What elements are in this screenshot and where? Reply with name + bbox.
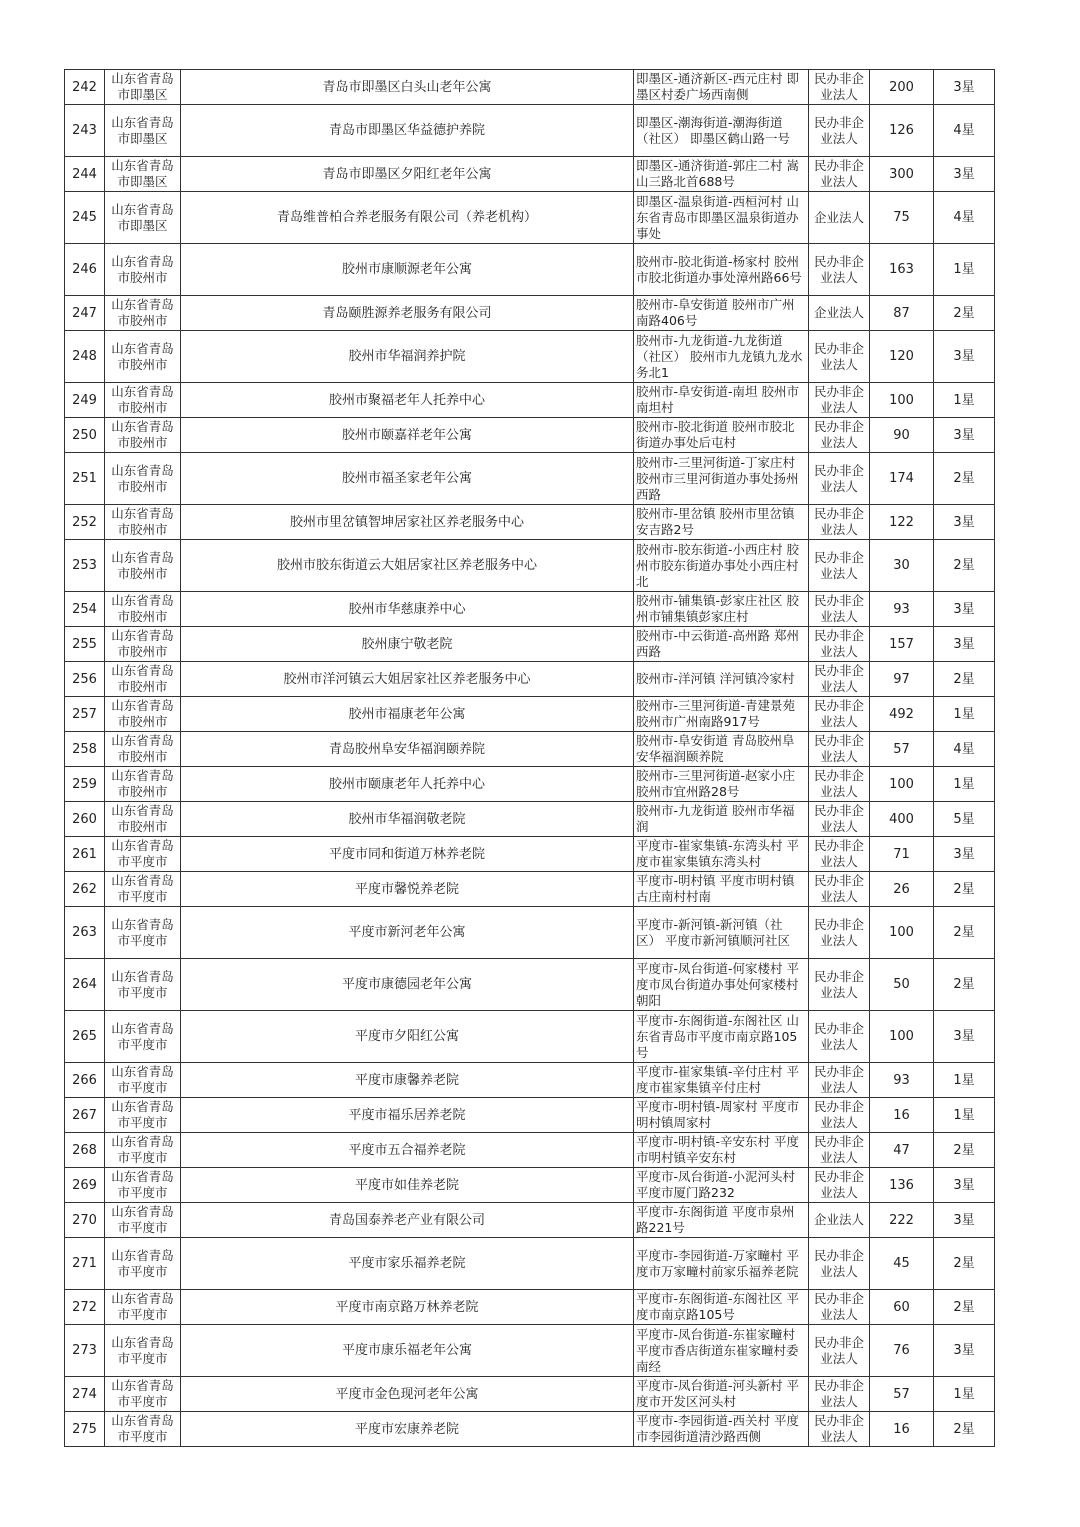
region-cell: 山东省青岛市平度市 — [105, 959, 181, 1011]
capacity-cell: 93 — [870, 592, 934, 627]
legal-type-cell: 民办非企业法人 — [809, 1011, 870, 1063]
rating-cell: 2星 — [934, 907, 995, 959]
table-row — [65, 837, 995, 872]
rating-cell: 3星 — [934, 1325, 995, 1377]
table-row — [65, 383, 995, 418]
row-number: 266 — [65, 1063, 105, 1098]
region-cell: 山东省青岛市平度市 — [105, 1203, 181, 1238]
address-cell: 胶州市-胶东街道-小西庄村 胶州市胶东街道办事处小西庄村北 — [634, 540, 809, 592]
row-number: 262 — [65, 872, 105, 907]
address-cell: 平度市-东阁街道-东阁社区 平度市南京路105号 — [634, 1290, 809, 1325]
row-number: 254 — [65, 592, 105, 627]
row-number: 272 — [65, 1290, 105, 1325]
legal-type-cell: 民办非企业法人 — [809, 105, 870, 157]
facility-name: 平度市宏康养老院 — [181, 1412, 634, 1447]
facility-name: 胶州市洋河镇云大姐居家社区养老服务中心 — [181, 662, 634, 697]
row-number: 242 — [65, 70, 105, 105]
capacity-cell: 47 — [870, 1133, 934, 1168]
legal-type-cell: 民办非企业法人 — [809, 959, 870, 1011]
capacity-cell: 100 — [870, 767, 934, 802]
legal-type-cell: 民办非企业法人 — [809, 453, 870, 505]
rating-cell: 4星 — [934, 732, 995, 767]
region-cell: 山东省青岛市平度市 — [105, 872, 181, 907]
table-row — [65, 959, 995, 1011]
row-number: 263 — [65, 907, 105, 959]
region-cell: 山东省青岛市胶州市 — [105, 592, 181, 627]
address-cell: 平度市-凤台街道-小泥河头村 平度市厦门路232 — [634, 1168, 809, 1203]
facility-name: 胶州市华福润养护院 — [181, 331, 634, 383]
address-cell: 胶州市-胶北街道 胶州市胶北街道办事处后屯村 — [634, 418, 809, 453]
capacity-cell: 30 — [870, 540, 934, 592]
capacity-cell: 122 — [870, 505, 934, 540]
region-cell: 山东省青岛市平度市 — [105, 1063, 181, 1098]
address-cell: 平度市-崔家集镇-辛付庄村 平度市崔家集镇辛付庄村 — [634, 1063, 809, 1098]
legal-type-cell: 民办非企业法人 — [809, 1238, 870, 1290]
facility-name: 平度市康馨养老院 — [181, 1063, 634, 1098]
facility-name: 平度市同和街道万林养老院 — [181, 837, 634, 872]
facility-name: 平度市康乐福老年公寓 — [181, 1325, 634, 1377]
region-cell: 山东省青岛市胶州市 — [105, 383, 181, 418]
facility-name: 胶州市福康老年公寓 — [181, 697, 634, 732]
region-cell: 山东省青岛市胶州市 — [105, 802, 181, 837]
table-row — [65, 767, 995, 802]
row-number: 270 — [65, 1203, 105, 1238]
region-cell: 山东省青岛市平度市 — [105, 837, 181, 872]
legal-type-cell: 民办非企业法人 — [809, 662, 870, 697]
facility-name: 平度市五合福养老院 — [181, 1133, 634, 1168]
facility-name: 青岛市即墨区华益德护养院 — [181, 105, 634, 157]
table-row — [65, 331, 995, 383]
rating-cell: 2星 — [934, 1238, 995, 1290]
rating-cell: 3星 — [934, 157, 995, 192]
region-cell: 山东省青岛市平度市 — [105, 907, 181, 959]
row-number: 260 — [65, 802, 105, 837]
capacity-cell: 300 — [870, 157, 934, 192]
capacity-cell: 26 — [870, 872, 934, 907]
capacity-cell: 90 — [870, 418, 934, 453]
facility-name: 平度市康德园老年公寓 — [181, 959, 634, 1011]
address-cell: 平度市-凤台街道-东崔家疃村 平度市香店街道东崔家疃村委南经 — [634, 1325, 809, 1377]
region-cell: 山东省青岛市胶州市 — [105, 767, 181, 802]
table-row — [65, 157, 995, 192]
capacity-cell: 174 — [870, 453, 934, 505]
row-number: 257 — [65, 697, 105, 732]
address-cell: 平度市-李园街道-万家疃村 平度市万家疃村前家乐福养老院 — [634, 1238, 809, 1290]
legal-type-cell: 民办非企业法人 — [809, 592, 870, 627]
legal-type-cell: 民办非企业法人 — [809, 70, 870, 105]
rating-cell: 2星 — [934, 1412, 995, 1447]
table-row — [65, 296, 995, 331]
facility-name: 胶州康宁敬老院 — [181, 627, 634, 662]
facility-name: 胶州市康顺源老年公寓 — [181, 244, 634, 296]
capacity-cell: 71 — [870, 837, 934, 872]
row-number: 259 — [65, 767, 105, 802]
rating-cell: 4星 — [934, 192, 995, 244]
address-cell: 胶州市-里岔镇 胶州市里岔镇安吉路2号 — [634, 505, 809, 540]
rating-cell: 3星 — [934, 1168, 995, 1203]
row-number: 243 — [65, 105, 105, 157]
address-cell: 胶州市-铺集镇-彭家庄社区 胶州市铺集镇彭家庄村 — [634, 592, 809, 627]
facility-name: 胶州市颐嘉祥老年公寓 — [181, 418, 634, 453]
region-cell: 山东省青岛市即墨区 — [105, 70, 181, 105]
row-number: 264 — [65, 959, 105, 1011]
table-row — [65, 244, 995, 296]
region-cell: 山东省青岛市胶州市 — [105, 418, 181, 453]
capacity-cell: 400 — [870, 802, 934, 837]
capacity-cell: 100 — [870, 383, 934, 418]
row-number: 251 — [65, 453, 105, 505]
rating-cell: 3星 — [934, 1011, 995, 1063]
capacity-cell: 75 — [870, 192, 934, 244]
rating-cell: 2星 — [934, 872, 995, 907]
address-cell: 平度市-李园街道-西关村 平度市李园街道清沙路西侧 — [634, 1412, 809, 1447]
facility-name: 平度市南京路万林养老院 — [181, 1290, 634, 1325]
region-cell: 山东省青岛市胶州市 — [105, 732, 181, 767]
address-cell: 胶州市-阜安街道 青岛胶州阜安华福润颐养院 — [634, 732, 809, 767]
table-row — [65, 418, 995, 453]
address-cell: 平度市-东阁街道-东阁社区 山东省青岛市平度市南京路105号 — [634, 1011, 809, 1063]
region-cell: 山东省青岛市胶州市 — [105, 505, 181, 540]
rating-cell: 4星 — [934, 105, 995, 157]
legal-type-cell: 民办非企业法人 — [809, 1377, 870, 1412]
facility-name: 平度市夕阳红公寓 — [181, 1011, 634, 1063]
table-row — [65, 1203, 995, 1238]
row-number: 246 — [65, 244, 105, 296]
capacity-cell: 93 — [870, 1063, 934, 1098]
region-cell: 山东省青岛市平度市 — [105, 1290, 181, 1325]
row-number: 253 — [65, 540, 105, 592]
capacity-cell: 57 — [870, 1377, 934, 1412]
capacity-cell: 163 — [870, 244, 934, 296]
rating-cell: 1星 — [934, 767, 995, 802]
rating-cell: 3星 — [934, 592, 995, 627]
table-row — [65, 70, 995, 105]
facility-name: 胶州市华福润敬老院 — [181, 802, 634, 837]
row-number: 261 — [65, 837, 105, 872]
table-row — [65, 505, 995, 540]
facility-name: 平度市新河老年公寓 — [181, 907, 634, 959]
legal-type-cell: 民办非企业法人 — [809, 1412, 870, 1447]
rating-cell: 2星 — [934, 540, 995, 592]
row-number: 275 — [65, 1412, 105, 1447]
capacity-cell: 136 — [870, 1168, 934, 1203]
table-row — [65, 192, 995, 244]
capacity-cell: 50 — [870, 959, 934, 1011]
capacity-cell: 120 — [870, 331, 934, 383]
address-cell: 即墨区-通济新区-西元庄村 即墨区村委广场西南侧 — [634, 70, 809, 105]
row-number: 244 — [65, 157, 105, 192]
rating-cell: 3星 — [934, 418, 995, 453]
legal-type-cell: 民办非企业法人 — [809, 907, 870, 959]
address-cell: 平度市-明村镇 平度市明村镇古庄南村村南 — [634, 872, 809, 907]
table-row — [65, 907, 995, 959]
rating-cell: 3星 — [934, 331, 995, 383]
row-number: 273 — [65, 1325, 105, 1377]
region-cell: 山东省青岛市平度市 — [105, 1133, 181, 1168]
table-row — [65, 105, 995, 157]
rating-cell: 3星 — [934, 70, 995, 105]
table-row — [65, 662, 995, 697]
table-row — [65, 1290, 995, 1325]
table-row — [65, 872, 995, 907]
address-cell: 胶州市-洋河镇 洋河镇冷家村 — [634, 662, 809, 697]
region-cell: 山东省青岛市胶州市 — [105, 697, 181, 732]
table-row — [65, 697, 995, 732]
region-cell: 山东省青岛市平度市 — [105, 1098, 181, 1133]
rating-cell: 2星 — [934, 453, 995, 505]
address-cell: 即墨区-温泉街道-西桓河村 山东省青岛市即墨区温泉街道办事处 — [634, 192, 809, 244]
facility-name: 胶州市颐康老年人托养中心 — [181, 767, 634, 802]
table-row — [65, 453, 995, 505]
row-number: 249 — [65, 383, 105, 418]
row-number: 256 — [65, 662, 105, 697]
address-cell: 平度市-崔家集镇-东湾头村 平度市崔家集镇东湾头村 — [634, 837, 809, 872]
rating-cell: 3星 — [934, 505, 995, 540]
facility-name: 青岛颐胜源养老服务有限公司 — [181, 296, 634, 331]
rating-cell: 3星 — [934, 837, 995, 872]
address-cell: 平度市-明村镇-辛安东村 平度市明村镇辛安东村 — [634, 1133, 809, 1168]
legal-type-cell: 民办非企业法人 — [809, 1098, 870, 1133]
region-cell: 山东省青岛市平度市 — [105, 1011, 181, 1063]
capacity-cell: 87 — [870, 296, 934, 331]
facility-name: 青岛市即墨区夕阳红老年公寓 — [181, 157, 634, 192]
facility-name: 平度市福乐居养老院 — [181, 1098, 634, 1133]
legal-type-cell: 民办非企业法人 — [809, 767, 870, 802]
capacity-cell: 100 — [870, 907, 934, 959]
legal-type-cell: 民办非企业法人 — [809, 331, 870, 383]
legal-type-cell: 民办非企业法人 — [809, 1133, 870, 1168]
row-number: 269 — [65, 1168, 105, 1203]
capacity-cell: 222 — [870, 1203, 934, 1238]
address-cell: 即墨区-通济街道-郭庄二村 嵩山三路北首688号 — [634, 157, 809, 192]
rating-cell: 2星 — [934, 296, 995, 331]
capacity-cell: 76 — [870, 1325, 934, 1377]
legal-type-cell: 民办非企业法人 — [809, 802, 870, 837]
address-cell: 平度市-凤台街道-河头新村 平度市开发区河头村 — [634, 1377, 809, 1412]
region-cell: 山东省青岛市即墨区 — [105, 192, 181, 244]
facility-name: 平度市如佳养老院 — [181, 1168, 634, 1203]
rating-cell: 3星 — [934, 627, 995, 662]
capacity-cell: 157 — [870, 627, 934, 662]
region-cell: 山东省青岛市胶州市 — [105, 296, 181, 331]
table-row — [65, 1238, 995, 1290]
table-row — [65, 592, 995, 627]
legal-type-cell: 民办非企业法人 — [809, 697, 870, 732]
table-row — [65, 1063, 995, 1098]
capacity-cell: 126 — [870, 105, 934, 157]
table-row — [65, 1412, 995, 1447]
region-cell: 山东省青岛市胶州市 — [105, 540, 181, 592]
facility-name: 胶州市福圣家老年公寓 — [181, 453, 634, 505]
address-cell: 胶州市-阜安街道-南坦 胶州市南坦村 — [634, 383, 809, 418]
table-row — [65, 1377, 995, 1412]
row-number: 274 — [65, 1377, 105, 1412]
address-cell: 胶州市-三里河街道-青建景苑 胶州市广州南路917号 — [634, 697, 809, 732]
region-cell: 山东省青岛市胶州市 — [105, 331, 181, 383]
capacity-cell: 97 — [870, 662, 934, 697]
facility-name: 青岛胶州阜安华福润颐养院 — [181, 732, 634, 767]
row-number: 268 — [65, 1133, 105, 1168]
rating-cell: 1星 — [934, 697, 995, 732]
address-cell: 胶州市-中云街道-高州路 郑州西路 — [634, 627, 809, 662]
table-row — [65, 1133, 995, 1168]
region-cell: 山东省青岛市胶州市 — [105, 453, 181, 505]
rating-cell: 1星 — [934, 1377, 995, 1412]
capacity-cell: 16 — [870, 1412, 934, 1447]
region-cell: 山东省青岛市即墨区 — [105, 157, 181, 192]
address-cell: 平度市-明村镇-周家村 平度市明村镇周家村 — [634, 1098, 809, 1133]
rating-cell: 1星 — [934, 1063, 995, 1098]
address-cell: 胶州市-九龙街道-九龙街道（社区） 胶州市九龙镇九龙水务北1 — [634, 331, 809, 383]
facility-name: 青岛维普柏合养老服务有限公司（养老机构） — [181, 192, 634, 244]
legal-type-cell: 民办非企业法人 — [809, 540, 870, 592]
facility-name: 胶州市聚福老年人托养中心 — [181, 383, 634, 418]
capacity-cell: 16 — [870, 1098, 934, 1133]
legal-type-cell: 民办非企业法人 — [809, 627, 870, 662]
address-cell: 胶州市-三里河街道-丁家庄村 胶州市三里河街道办事处扬州西路 — [634, 453, 809, 505]
facility-name: 青岛市即墨区白头山老年公寓 — [181, 70, 634, 105]
row-number: 267 — [65, 1098, 105, 1133]
capacity-cell: 57 — [870, 732, 934, 767]
region-cell: 山东省青岛市平度市 — [105, 1325, 181, 1377]
legal-type-cell: 民办非企业法人 — [809, 872, 870, 907]
region-cell: 山东省青岛市胶州市 — [105, 627, 181, 662]
legal-type-cell: 民办非企业法人 — [809, 1063, 870, 1098]
legal-type-cell: 民办非企业法人 — [809, 732, 870, 767]
rating-cell: 1星 — [934, 383, 995, 418]
address-cell: 平度市-新河镇-新河镇（社区） 平度市新河镇顺河社区 — [634, 907, 809, 959]
table-row — [65, 540, 995, 592]
capacity-cell: 492 — [870, 697, 934, 732]
capacity-cell: 100 — [870, 1011, 934, 1063]
legal-type-cell: 民办非企业法人 — [809, 837, 870, 872]
address-cell: 胶州市-阜安街道 胶州市广州南路406号 — [634, 296, 809, 331]
capacity-cell: 200 — [870, 70, 934, 105]
region-cell: 山东省青岛市胶州市 — [105, 244, 181, 296]
address-cell: 胶州市-胶北街道-杨家村 胶州市胶北街道办事处漳州路66号 — [634, 244, 809, 296]
address-cell: 平度市-东阁街道 平度市泉州路221号 — [634, 1203, 809, 1238]
rating-cell: 5星 — [934, 802, 995, 837]
address-cell: 胶州市-九龙街道 胶州市华福润 — [634, 802, 809, 837]
rating-cell: 1星 — [934, 1098, 995, 1133]
legal-type-cell: 民办非企业法人 — [809, 1325, 870, 1377]
legal-type-cell: 民办非企业法人 — [809, 244, 870, 296]
address-cell: 胶州市-三里河街道-赵家小庄 胶州市宜州路28号 — [634, 767, 809, 802]
rating-cell: 1星 — [934, 244, 995, 296]
region-cell: 山东省青岛市即墨区 — [105, 105, 181, 157]
region-cell: 山东省青岛市胶州市 — [105, 662, 181, 697]
facility-name: 胶州市胶东街道云大姐居家社区养老服务中心 — [181, 540, 634, 592]
table-row — [65, 1011, 995, 1063]
facility-name: 平度市家乐福养老院 — [181, 1238, 634, 1290]
legal-type-cell: 企业法人 — [809, 192, 870, 244]
legal-type-cell: 民办非企业法人 — [809, 1290, 870, 1325]
capacity-cell: 45 — [870, 1238, 934, 1290]
row-number: 247 — [65, 296, 105, 331]
legal-type-cell: 民办非企业法人 — [809, 383, 870, 418]
table-row — [65, 1325, 995, 1377]
facility-name: 平度市馨悦养老院 — [181, 872, 634, 907]
row-number: 258 — [65, 732, 105, 767]
region-cell: 山东省青岛市平度市 — [105, 1168, 181, 1203]
row-number: 265 — [65, 1011, 105, 1063]
legal-type-cell: 民办非企业法人 — [809, 418, 870, 453]
rating-cell: 3星 — [934, 1203, 995, 1238]
facility-table — [64, 69, 995, 1447]
legal-type-cell: 民办非企业法人 — [809, 505, 870, 540]
legal-type-cell: 民办非企业法人 — [809, 157, 870, 192]
facility-name: 胶州市华慈康养中心 — [181, 592, 634, 627]
legal-type-cell: 民办非企业法人 — [809, 1168, 870, 1203]
rating-cell: 2星 — [934, 1133, 995, 1168]
facility-name: 胶州市里岔镇智坤居家社区养老服务中心 — [181, 505, 634, 540]
legal-type-cell: 企业法人 — [809, 296, 870, 331]
region-cell: 山东省青岛市平度市 — [105, 1377, 181, 1412]
row-number: 252 — [65, 505, 105, 540]
rating-cell: 2星 — [934, 959, 995, 1011]
facility-name: 青岛国泰养老产业有限公司 — [181, 1203, 634, 1238]
row-number: 245 — [65, 192, 105, 244]
row-number: 248 — [65, 331, 105, 383]
table-row — [65, 802, 995, 837]
region-cell: 山东省青岛市平度市 — [105, 1412, 181, 1447]
table-row — [65, 1098, 995, 1133]
address-cell: 即墨区-潮海街道-潮海街道（社区） 即墨区鹤山路一号 — [634, 105, 809, 157]
table-row — [65, 732, 995, 767]
table-row — [65, 627, 995, 662]
row-number: 250 — [65, 418, 105, 453]
rating-cell: 2星 — [934, 662, 995, 697]
legal-type-cell: 企业法人 — [809, 1203, 870, 1238]
region-cell: 山东省青岛市平度市 — [105, 1238, 181, 1290]
facility-name: 平度市金色现河老年公寓 — [181, 1377, 634, 1412]
row-number: 255 — [65, 627, 105, 662]
rating-cell: 2星 — [934, 1290, 995, 1325]
capacity-cell: 60 — [870, 1290, 934, 1325]
row-number: 271 — [65, 1238, 105, 1290]
table-row — [65, 1168, 995, 1203]
address-cell: 平度市-凤台街道-何家楼村 平度市凤台街道办事处何家楼村朝阳 — [634, 959, 809, 1011]
